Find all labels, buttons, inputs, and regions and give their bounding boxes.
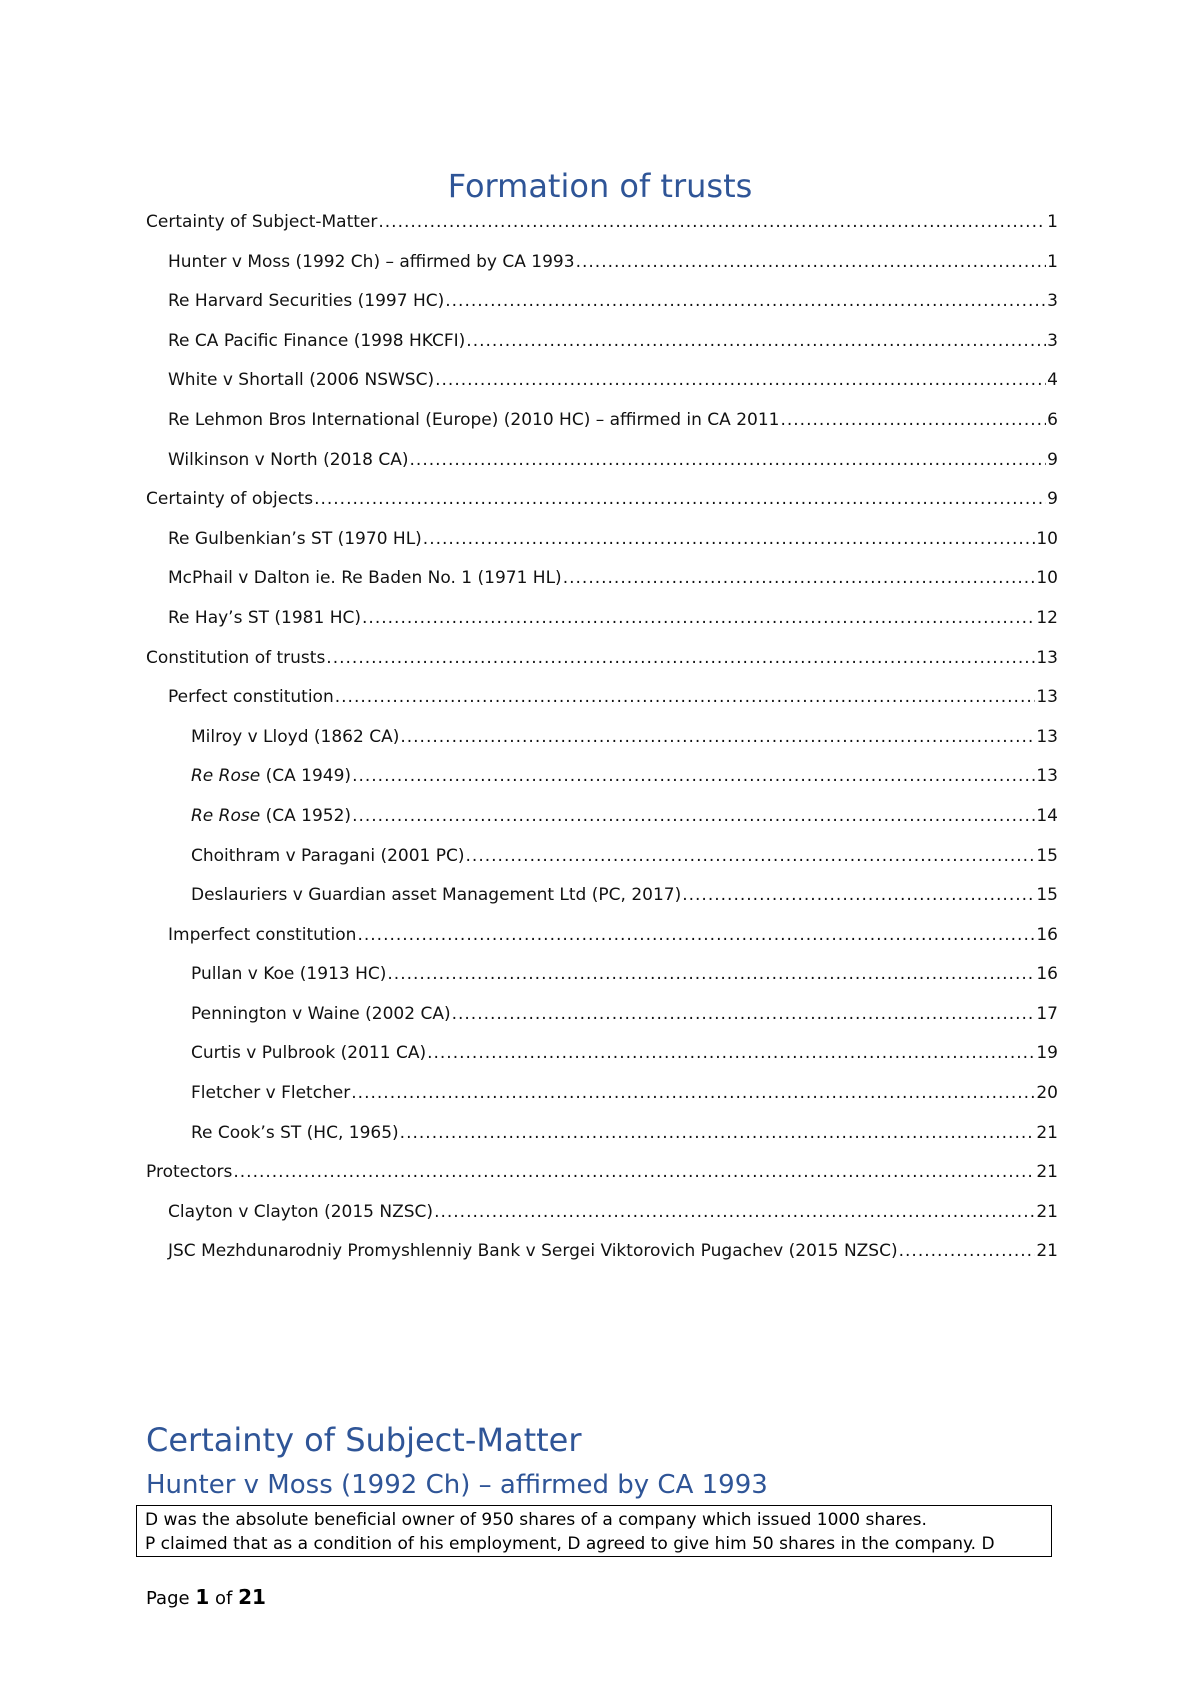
toc-entry-label-text: Re Harvard Securities (1997 HC) xyxy=(168,291,445,312)
toc-entry-label-text: Clayton v Clayton (2015 NZSC) xyxy=(168,1201,434,1222)
toc-entry-label-italic: Re Rose xyxy=(191,766,261,787)
toc-entry-label xyxy=(168,1239,898,1263)
toc-entry-label-text: Hunter v Moss (1992 Ch) – affirmed by CA 1993 xyxy=(168,251,575,272)
toc-dot-leader xyxy=(357,923,1035,947)
toc-entry-label-text: White v Shortall (2006 NSWSC) xyxy=(168,370,435,391)
toc-entry-label-text: (CA 1952) xyxy=(260,805,352,826)
toc-entry[interactable] xyxy=(146,725,1058,765)
toc-dot-leader xyxy=(466,329,1046,353)
toc-entry-page: 16 xyxy=(1036,964,1058,985)
toc-entry[interactable] xyxy=(146,962,1058,1002)
toc-entry-label xyxy=(146,210,377,234)
toc-entry-label-text: Re Gulbenkian’s ST (1970 HL) xyxy=(168,528,422,549)
toc-dot-leader xyxy=(423,527,1036,551)
toc-entry-page: 15 xyxy=(1036,845,1058,866)
toc-entry[interactable] xyxy=(146,1041,1058,1081)
toc-entry-label xyxy=(168,923,356,947)
toc-entry-page: 17 xyxy=(1036,1003,1058,1024)
toc-entry-label xyxy=(168,606,361,630)
toc-entry-page: 21 xyxy=(1036,1162,1058,1183)
toc-dot-leader xyxy=(352,764,1035,788)
toc-entry-label-text: Constitution of trusts xyxy=(146,647,326,668)
toc-entry-label-text: Fletcher v Fletcher xyxy=(191,1083,351,1104)
toc-entry[interactable] xyxy=(146,368,1058,408)
toc-entry-page: 13 xyxy=(1036,766,1058,787)
toc-entry-label-text: Deslauriers v Guardian asset Management Ltd (PC, 2017) xyxy=(191,885,682,906)
toc-entry-label xyxy=(191,804,351,828)
toc-dot-leader xyxy=(400,725,1035,749)
toc-dot-leader xyxy=(351,1081,1035,1105)
toc-entry[interactable] xyxy=(146,606,1058,646)
facts-line: D was the absolute beneficial owner of 950 shares of a company which issued 1000 shares. xyxy=(145,1510,927,1530)
toc-entry-label-text: Pullan v Koe (1913 HC) xyxy=(191,964,387,985)
toc-entry-page: 6 xyxy=(1047,409,1058,430)
toc-entry-page: 4 xyxy=(1047,370,1058,391)
toc-entry-label-italic: Re Rose xyxy=(191,805,261,826)
toc-dot-leader xyxy=(899,1239,1036,1263)
toc-dot-leader xyxy=(563,566,1036,590)
toc-entry-label xyxy=(191,725,399,749)
toc-entry-label-text: Choithram v Paragani (2001 PC) xyxy=(191,845,465,866)
footer-page-total: 21 xyxy=(238,1585,266,1609)
toc-entry-label-text: Imperfect constitution xyxy=(168,924,357,945)
toc-entry[interactable] xyxy=(146,883,1058,923)
toc-dot-leader xyxy=(576,250,1047,274)
toc-entry-label xyxy=(168,329,465,353)
toc-entry[interactable] xyxy=(146,646,1058,686)
footer-page-word: Page xyxy=(146,1588,190,1609)
toc-dot-leader xyxy=(400,1121,1036,1145)
toc-entry[interactable] xyxy=(146,1200,1058,1240)
toc-entry-page: 14 xyxy=(1036,805,1058,826)
toc-entry-label xyxy=(168,250,575,274)
toc-entry[interactable] xyxy=(146,1239,1058,1279)
toc-entry-label xyxy=(191,1121,399,1145)
toc-entry-label-text: (CA 1949) xyxy=(260,766,352,787)
facts-box xyxy=(136,1505,1052,1557)
toc-entry-page: 13 xyxy=(1036,726,1058,747)
page-footer xyxy=(146,1584,266,1612)
toc-entry-label xyxy=(168,368,434,392)
toc-entry-label xyxy=(168,408,779,432)
toc-entry-label xyxy=(191,844,465,868)
toc-entry[interactable] xyxy=(146,1121,1058,1161)
toc-dot-leader xyxy=(410,448,1047,472)
subsection-heading: Hunter v Moss (1992 Ch) – affirmed by CA 1993 xyxy=(146,1470,768,1500)
toc-dot-leader xyxy=(387,962,1035,986)
toc-entry-page: 9 xyxy=(1047,449,1058,470)
toc-entry-label xyxy=(168,566,562,590)
toc-entry-label-text: Certainty of objects xyxy=(146,489,314,510)
toc-entry-page: 9 xyxy=(1047,489,1058,510)
toc-dot-leader xyxy=(427,1041,1035,1065)
footer-page-current: 1 xyxy=(195,1585,210,1609)
toc-entry-label xyxy=(191,1002,451,1026)
toc-entry-label-text: Re Hay’s ST (1981 HC) xyxy=(168,607,362,628)
toc-dot-leader xyxy=(362,606,1035,630)
toc-title: Formation of trusts xyxy=(447,167,753,205)
toc-dot-leader xyxy=(445,289,1046,313)
toc-entry-label xyxy=(146,487,313,511)
toc-entry-label-text: Re CA Pacific Finance (1998 HKCFI) xyxy=(168,330,466,351)
section-heading: Certainty of Subject-Matter xyxy=(146,1421,582,1459)
toc-entry-page: 1 xyxy=(1047,212,1058,232)
toc-entry-label-text: Re Cook’s ST (HC, 1965) xyxy=(191,1122,399,1143)
toc-entry[interactable] xyxy=(146,250,1058,290)
toc-entry[interactable] xyxy=(146,566,1058,606)
footer-of-word: of xyxy=(214,1588,233,1609)
toc-entry[interactable] xyxy=(146,1002,1058,1042)
toc-entry-label xyxy=(168,685,334,709)
toc-entry[interactable] xyxy=(146,685,1058,725)
toc-dot-leader xyxy=(314,487,1046,511)
toc-entry[interactable] xyxy=(146,329,1058,369)
toc-dot-leader xyxy=(335,685,1036,709)
toc-entry-label xyxy=(191,764,351,788)
toc-entry-label xyxy=(168,1200,433,1224)
toc-entry-page: 10 xyxy=(1036,568,1058,589)
toc-entry-page: 21 xyxy=(1036,1241,1058,1262)
toc-entry-label xyxy=(146,1160,232,1184)
toc-dot-leader xyxy=(682,883,1035,907)
toc-entry-page: 16 xyxy=(1036,924,1058,945)
toc-entry-label-text: Curtis v Pulbrook (2011 CA) xyxy=(191,1043,427,1064)
toc-entry[interactable] xyxy=(146,210,1058,250)
toc-entry[interactable] xyxy=(146,408,1058,448)
toc-dot-leader xyxy=(233,1160,1035,1184)
toc-entry-label-text: McPhail v Dalton ie. Re Baden No. 1 (1971 HL) xyxy=(168,568,562,589)
toc-entry[interactable] xyxy=(146,844,1058,884)
toc-entry-label-text: Perfect constitution xyxy=(168,687,334,708)
toc-entry-label-text: Milroy v Lloyd (1862 CA) xyxy=(191,726,400,747)
toc-dot-leader xyxy=(435,368,1046,392)
toc-entry-page: 3 xyxy=(1047,291,1058,312)
toc-dot-leader xyxy=(352,804,1035,828)
toc-entry-label-text: Wilkinson v North (2018 CA) xyxy=(168,449,409,470)
table-of-contents xyxy=(146,210,1058,1279)
toc-dot-leader xyxy=(780,408,1046,432)
facts-line: P claimed that as a condition of his employment, D agreed to give him 50 shares in the company. D xyxy=(145,1534,995,1554)
toc-entry-label-text: Pennington v Waine (2002 CA) xyxy=(191,1003,451,1024)
toc-dot-leader xyxy=(326,646,1035,670)
toc-entry-label-text: JSC Mezhdunarodniy Promyshlenniy Bank v Sergei Viktorovich Pugachev (2015 NZSC) xyxy=(168,1241,898,1262)
toc-entry-label xyxy=(168,448,409,472)
toc-entry-label xyxy=(191,1041,426,1065)
toc-entry-label xyxy=(191,962,386,986)
toc-dot-leader xyxy=(434,1200,1035,1224)
toc-entry[interactable] xyxy=(146,923,1058,963)
toc-entry-page: 21 xyxy=(1036,1122,1058,1143)
toc-entry-label xyxy=(168,527,422,551)
toc-entry-page: 15 xyxy=(1036,885,1058,906)
toc-entry-label xyxy=(146,646,325,670)
toc-entry-page: 1 xyxy=(1047,251,1058,272)
toc-entry[interactable] xyxy=(146,487,1058,527)
toc-entry[interactable] xyxy=(146,289,1058,329)
toc-entry[interactable] xyxy=(146,764,1058,804)
toc-dot-leader xyxy=(378,210,1046,234)
toc-entry-label-text: Protectors xyxy=(146,1162,233,1183)
toc-entry-page: 13 xyxy=(1036,647,1058,668)
toc-entry-label-text: Certainty of Subject-Matter xyxy=(146,212,378,232)
toc-entry-page: 20 xyxy=(1036,1083,1058,1104)
toc-entry[interactable] xyxy=(146,1081,1058,1121)
toc-entry-page: 12 xyxy=(1036,607,1058,628)
toc-entry-page: 3 xyxy=(1047,330,1058,351)
toc-entry[interactable] xyxy=(146,1160,1058,1200)
toc-entry-page: 21 xyxy=(1036,1201,1058,1222)
toc-entry-label xyxy=(168,289,444,313)
toc-entry-label xyxy=(191,883,681,907)
toc-entry-page: 10 xyxy=(1036,528,1058,549)
toc-entry[interactable] xyxy=(146,448,1058,488)
toc-dot-leader xyxy=(452,1002,1036,1026)
toc-entry-label xyxy=(191,1081,350,1105)
toc-entry-page: 13 xyxy=(1036,687,1058,708)
toc-entry[interactable] xyxy=(146,804,1058,844)
toc-dot-leader xyxy=(466,844,1036,868)
toc-entry-label-text: Re Lehmon Bros International (Europe) (2010 HC) – affirmed in CA 2011 xyxy=(168,409,780,430)
toc-entry[interactable] xyxy=(146,527,1058,567)
toc-entry-page: 19 xyxy=(1036,1043,1058,1064)
